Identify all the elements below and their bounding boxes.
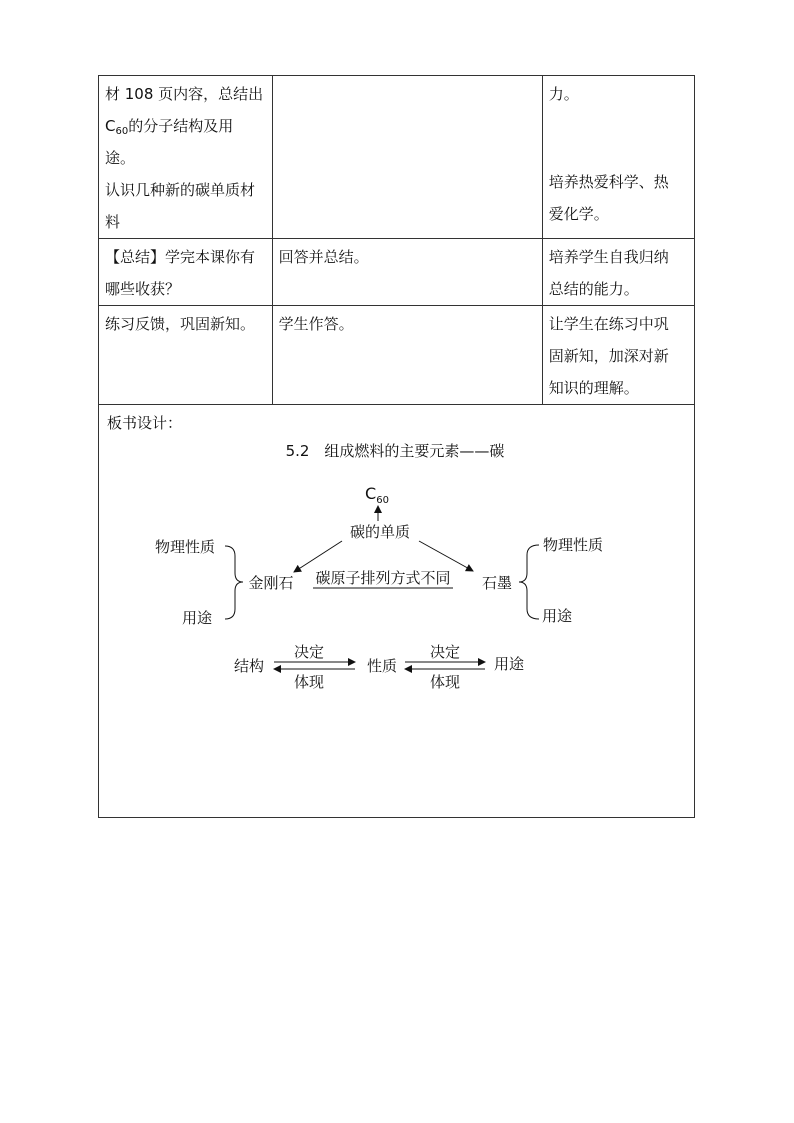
cell-line: 哪些收获？	[105, 280, 181, 298]
purpose-cell	[542, 76, 694, 239]
activity-cell	[99, 306, 273, 405]
cell-line: 力。	[548, 85, 579, 103]
graphite-node: 石墨	[481, 574, 513, 592]
cell-line: 认识几种新的碳单质材	[105, 181, 256, 199]
activity-cell	[99, 239, 273, 306]
cell-line: 料	[105, 213, 121, 231]
cell-line: 爱化学。	[548, 205, 609, 223]
activity-cell	[99, 76, 273, 239]
purpose-cell	[542, 239, 694, 306]
cell-line: 培养学生自我归纳	[548, 248, 669, 266]
cell-line: 练习反馈，巩固新知。	[105, 315, 256, 333]
chain-decide-1: 决定	[293, 643, 325, 661]
cell-line: 材 108 页内容，总结出	[105, 85, 264, 103]
chain-reflect-2: 体现	[429, 673, 461, 691]
left-top-label: 物理性质	[154, 538, 216, 556]
chain-reflect-1: 体现	[293, 673, 325, 691]
board-title: 5.2 组成燃料的主要元素——碳	[285, 442, 505, 460]
c60-inline-text: $C_{60}$的分子结构及用	[105, 117, 234, 137]
center-node: 碳的单质	[349, 523, 411, 541]
student-cell	[272, 239, 542, 306]
lesson-plan-table	[98, 75, 695, 818]
middle-note: 碳原子排列方式不同	[315, 569, 451, 587]
chain-decide-2: 决定	[429, 643, 461, 661]
left-brace	[225, 546, 243, 619]
cell-line: 回答并总结。	[278, 248, 369, 266]
cell-line: 途。	[105, 149, 136, 167]
chain-property: 性质	[366, 657, 398, 675]
c60-label: $C_{60}$	[365, 484, 389, 506]
cell-line: 让学生在练习中巩	[548, 315, 669, 333]
board-design-cell	[99, 405, 695, 818]
table-row	[99, 76, 695, 239]
diamond-node: 金刚石	[248, 574, 294, 592]
cell-line: 总结的能力。	[548, 280, 639, 298]
table-row	[99, 405, 695, 818]
cell-line: 固新知，加深对新	[548, 347, 669, 365]
arrow-to-graphite	[419, 541, 473, 571]
table-row	[99, 239, 695, 306]
cell-line: 知识的理解。	[548, 379, 639, 397]
cell-line: 培养热爱科学、热	[548, 173, 669, 191]
student-cell	[272, 306, 542, 405]
arrow-to-diamond	[294, 541, 342, 572]
board-diagram	[99, 405, 694, 817]
table-row	[99, 306, 695, 405]
chain-use: 用途	[493, 655, 525, 673]
right-brace	[519, 545, 539, 619]
cell-line: 学生作答。	[278, 315, 354, 333]
board-label: 板书设计：	[107, 414, 183, 432]
student-cell	[272, 76, 542, 239]
cell-line-c60	[105, 110, 266, 142]
left-bottom-label: 用途	[181, 609, 213, 627]
cell-line: 【总结】学完本课你有	[105, 248, 256, 266]
chain-structure: 结构	[233, 657, 265, 675]
purpose-cell	[542, 306, 694, 405]
right-top-label: 物理性质	[542, 536, 604, 554]
right-bottom-label: 用途	[541, 607, 573, 625]
